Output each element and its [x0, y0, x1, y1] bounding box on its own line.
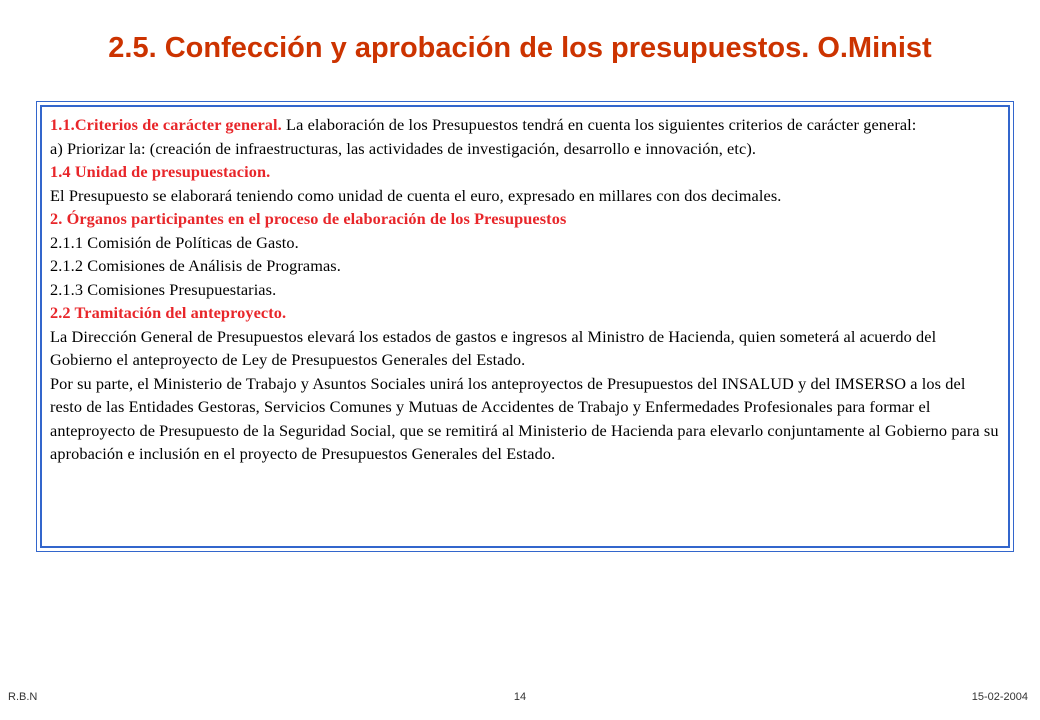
tramitacion-text-1: La Dirección General de Presupuestos elevará los estados de gastos e ingresos al Ministro de Hacienda, quien someterá al acuerdo del Gobierno el anteproyecto de Ley de Presupuestos Generales del Estado.	[50, 326, 937, 369]
organos-item-2: 2.1.2 Comisiones de Análisis de Programas.	[50, 256, 341, 275]
criterios-text: La elaboración de los Presupuestos tendrá en cuenta los siguientes criterios de carácter general:	[281, 115, 917, 134]
organos-heading: 2. Órganos participantes en el proceso de elaboración de los Presupuestos	[50, 209, 567, 228]
footer-page-number: 14	[513, 691, 527, 703]
content-body	[50, 113, 1000, 466]
tramitacion-heading: 2.2 Tramitación del anteproyecto.	[50, 303, 287, 322]
organos-item-3: 2.1.3 Comisiones Presupuestarias.	[50, 279, 277, 299]
unidad-heading: 1.4 Unidad de presupuestacion.	[50, 162, 271, 181]
slide-title: 2.5. Confección y aprobación de los presupuestos. O.Minist	[108, 32, 932, 64]
criterios-paragraph	[50, 113, 1000, 137]
tramitacion-text-2: Por su parte, el Ministerio de Trabajo y Asuntos Sociales unirá los anteproyectos de Presupuestos del INSALUD y del IMSERSO a los del resto de las Entidades Gestoras, Servicios Comunes y Mutuas de Accidentes de Trabajo y Enfermedades Profesionales para formar el anteproyecto de Presupuesto de la Seguridad Social, que se remitirá al Ministerio de Hacienda para elevarlo conjuntamente al Gobierno para su aprobación e inclusión en el proyecto de Presupuestos Generales del Estado.	[50, 373, 999, 463]
organos-item-1: 2.1.1 Comisión de Políticas de Gasto.	[50, 232, 299, 252]
unidad-text: El Presupuesto se elaborará teniendo como unidad de cuenta el euro, expresado en millares con dos decimales.	[50, 185, 782, 205]
content-frame-inner	[40, 105, 1010, 548]
criterios-heading: 1.1.Criterios de carácter general.	[50, 115, 282, 134]
content-frame	[36, 101, 1014, 552]
footer-author: R.B.N	[8, 691, 38, 703]
footer-date: 15-02-2004	[971, 691, 1028, 703]
criterios-item-a: a) Priorizar la: (creación de infraestructuras, las actividades de investigación, desarrollo e innovación, etc).	[50, 138, 757, 158]
